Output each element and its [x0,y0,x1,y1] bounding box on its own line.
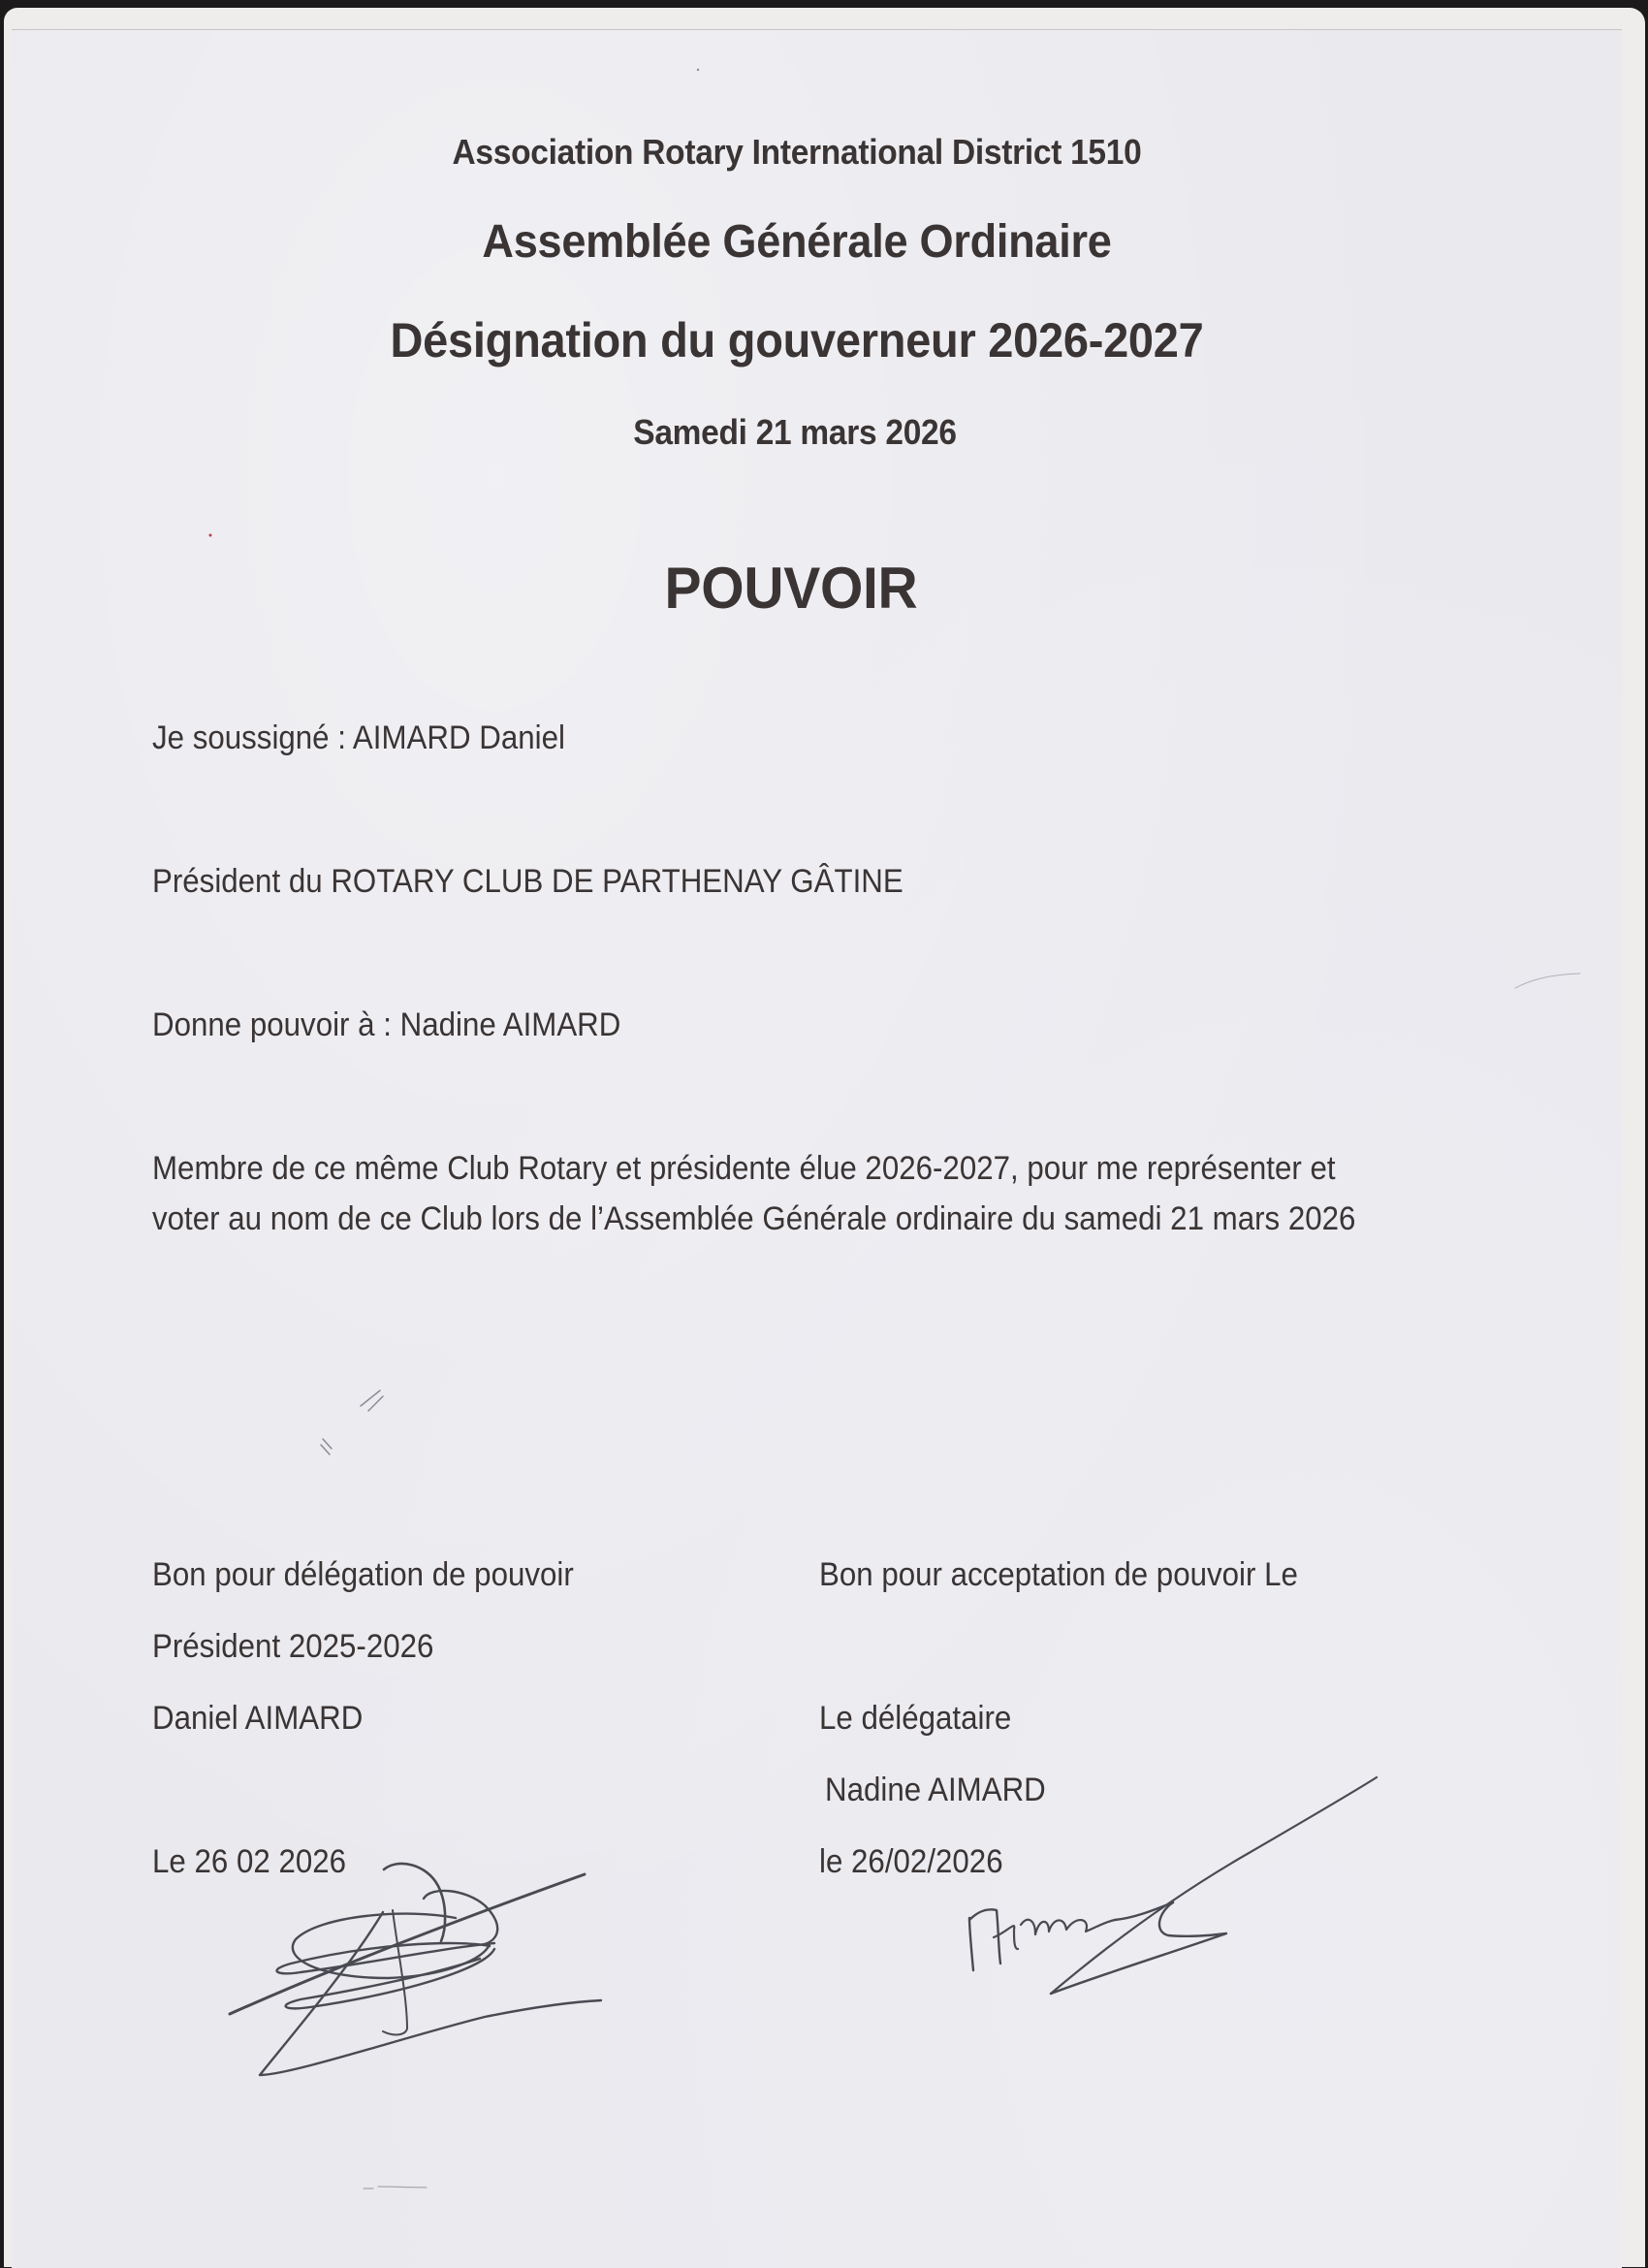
meeting-date: Samedi 21 mars 2026 [633,412,957,452]
purpose-line-1: Membre de ce même Club Rotary et présidente élue 2026-2027, pour me représenter et [152,1150,1336,1187]
grants-power-line: Donne pouvoir à : Nadine AIMARD [152,1006,621,1043]
delegator-name: Daniel AIMARD [152,1700,364,1737]
document-title: POUVOIR [664,556,918,621]
association-heading: Association Rotary International District 1510 [452,132,1142,172]
delegate-name: Nadine AIMARD [825,1772,1046,1808]
delegator-statement: Bon pour délégation de pouvoir [152,1556,574,1593]
purpose-line-2: voter au nom de ce Club lors de l’Assemblée Générale ordinaire du samedi 21 mars 2026 [152,1200,1356,1237]
delegator-date: Le 26 02 2026 [152,1843,347,1880]
delegate-statement: Bon pour acceptation de pouvoir Le [819,1556,1298,1593]
delegate-title: Le délégataire [819,1700,1012,1737]
designation-heading: Désignation du gouverneur 2026-2027 [390,313,1204,367]
delegate-date: le 26/02/2026 [819,1843,1003,1880]
assembly-heading: Assemblée Générale Ordinaire [482,216,1112,268]
delegator-title: Président 2025-2026 [152,1628,434,1665]
undersigned-line: Je soussigné : AIMARD Daniel [152,719,565,756]
role-line: Président du ROTARY CLUB DE PARTHENAY GÂTINE [152,863,903,900]
